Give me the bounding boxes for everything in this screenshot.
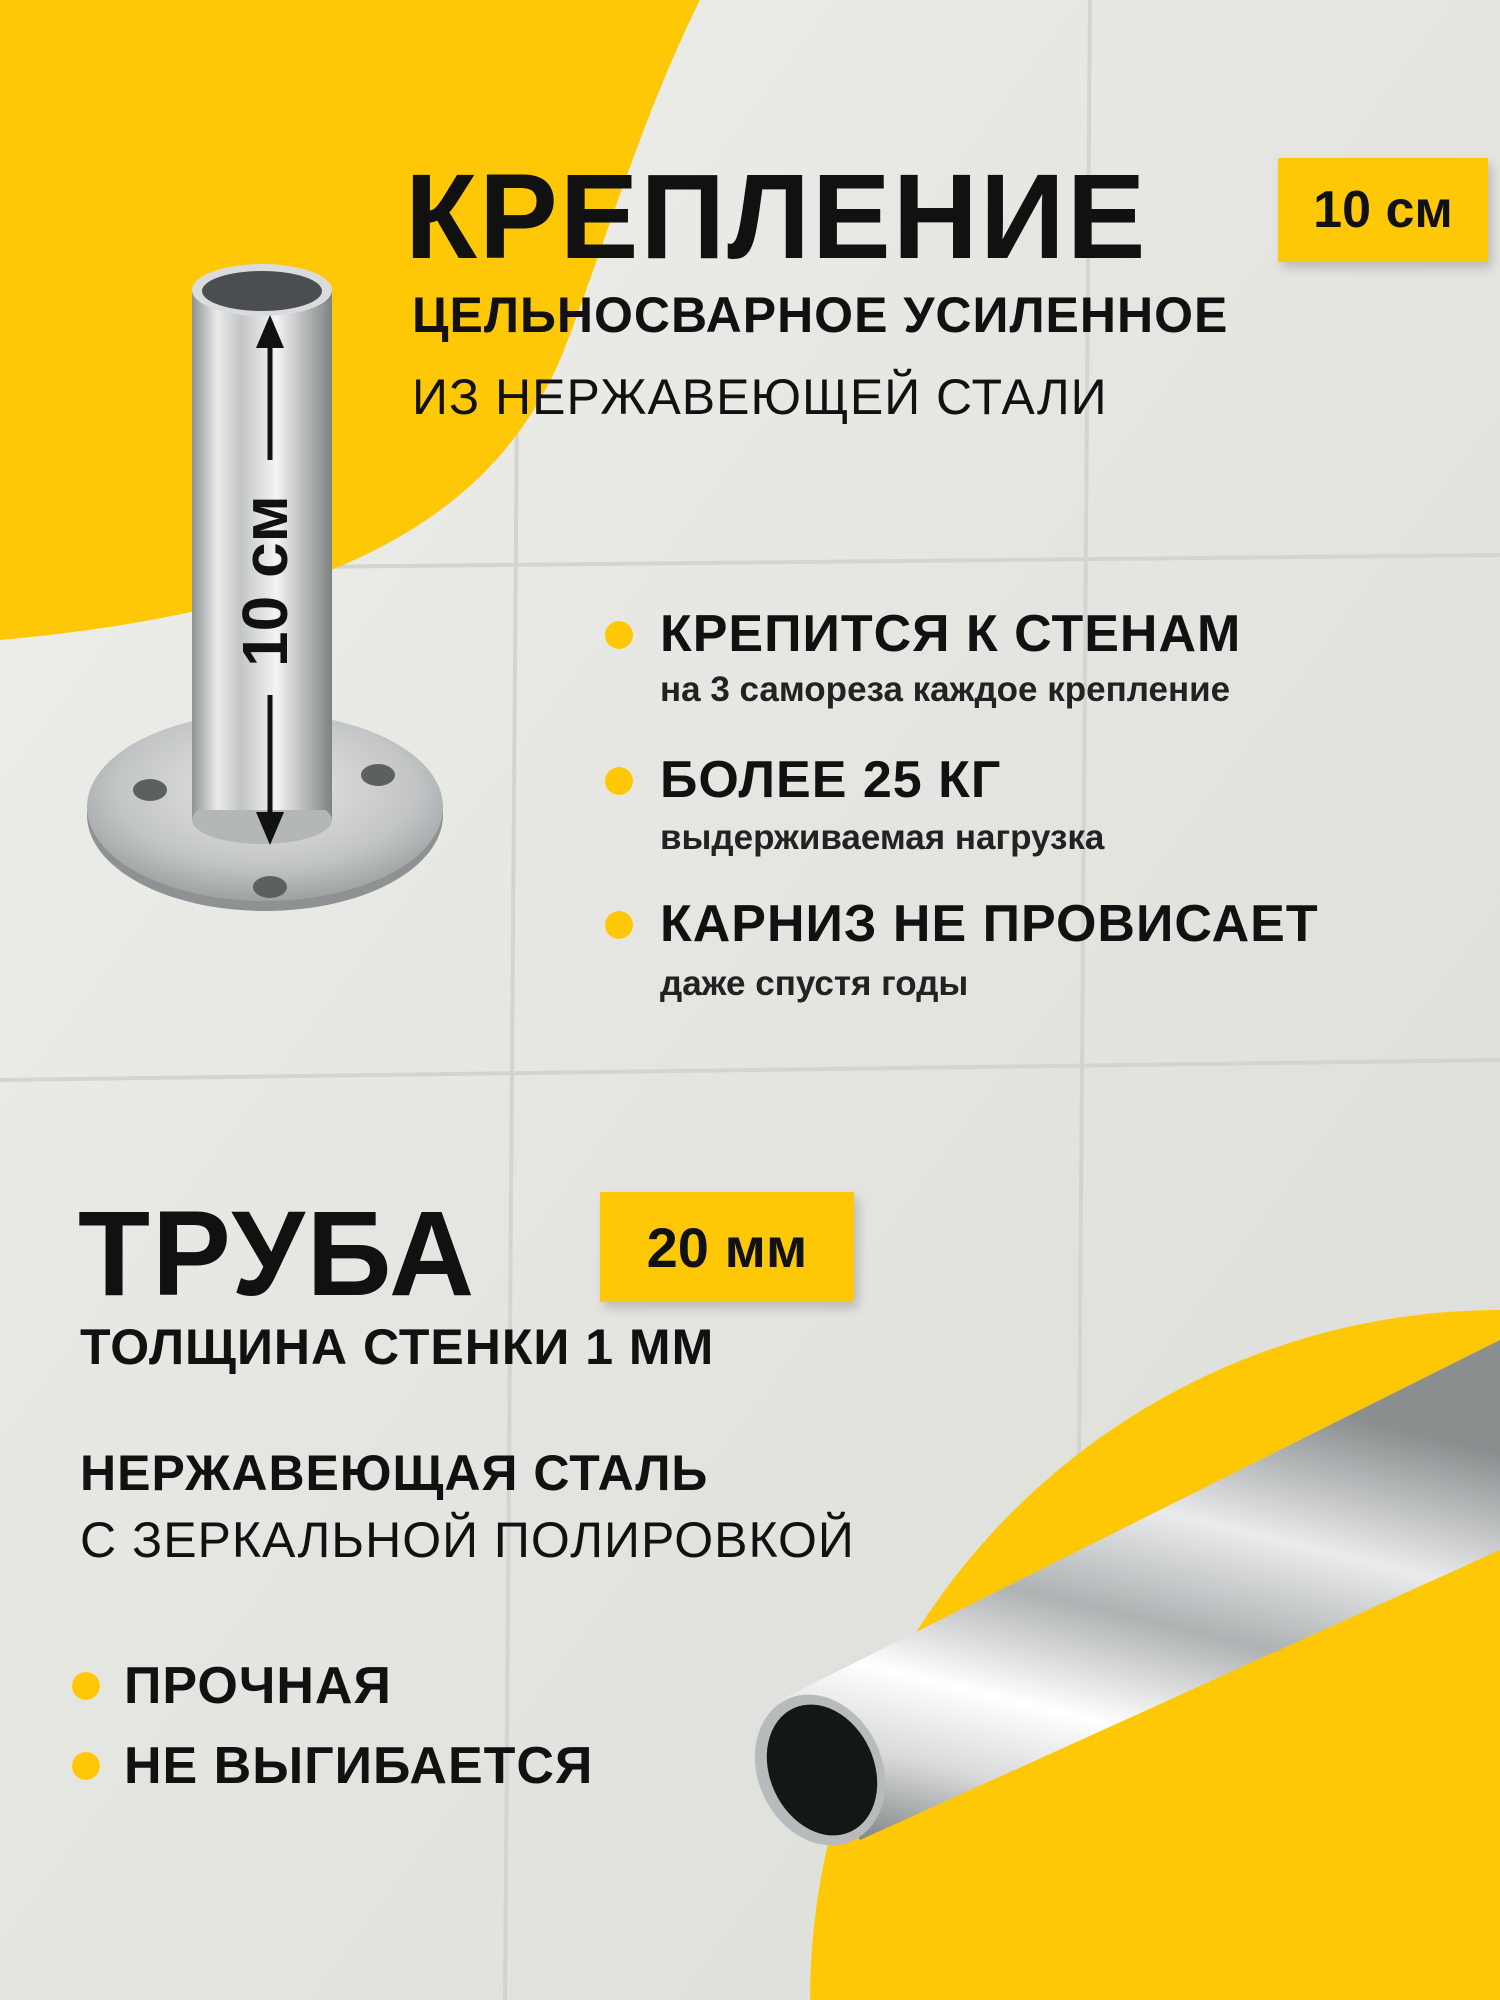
pipe-title: ТРУБА [78, 1186, 477, 1322]
bullet-dot-icon [605, 621, 633, 649]
mount-subtitle-line1: ЦЕЛЬНОСВАРНОЕ УСИЛЕННОЕ [412, 287, 1229, 343]
mount-feature-title: КРЕПИТСЯ К СТЕНАМ [660, 605, 1242, 663]
pipe-feature: ПРОЧНАЯ [124, 1657, 392, 1715]
dimension-label: 10 см [229, 495, 301, 667]
bullet-dot-icon [605, 911, 633, 939]
mount-title: КРЕПЛЕНИЕ [405, 149, 1148, 285]
bullet-dot-icon [72, 1672, 100, 1700]
pipe-material-line2: С ЗЕРКАЛЬНОЙ ПОЛИРОВКОЙ [80, 1512, 855, 1568]
mount-feature-desc: на 3 самореза каждое крепление [660, 670, 1231, 709]
pipe-size-badge [600, 1192, 854, 1302]
pipe-subtitle: ТОЛЩИНА СТЕНКИ 1 ММ [80, 1319, 715, 1375]
pipe-feature: НЕ ВЫГИБАЕТСЯ [124, 1737, 594, 1795]
mount-feature-title: БОЛЕЕ 25 КГ [660, 751, 1002, 809]
mount-size-badge [1278, 158, 1488, 262]
pipe-size-text: 20 мм [646, 1215, 808, 1279]
mount-feature-title: КАРНИЗ НЕ ПРОВИСАЕТ [660, 895, 1319, 953]
mount-feature-desc: даже спустя годы [660, 964, 969, 1003]
mount-feature-desc: выдерживаемая нагрузка [660, 818, 1105, 857]
pipe-material-line1: НЕРЖАВЕЮЩАЯ СТАЛЬ [80, 1445, 709, 1501]
steel-pipe-image [740, 1340, 1500, 1860]
mount-size-text: 10 см [1313, 181, 1453, 239]
bullet-dot-icon [72, 1752, 100, 1780]
mount-subtitle-line2: ИЗ НЕРЖАВЕЮЩЕЙ СТАЛИ [412, 369, 1108, 425]
bullet-dot-icon [605, 767, 633, 795]
